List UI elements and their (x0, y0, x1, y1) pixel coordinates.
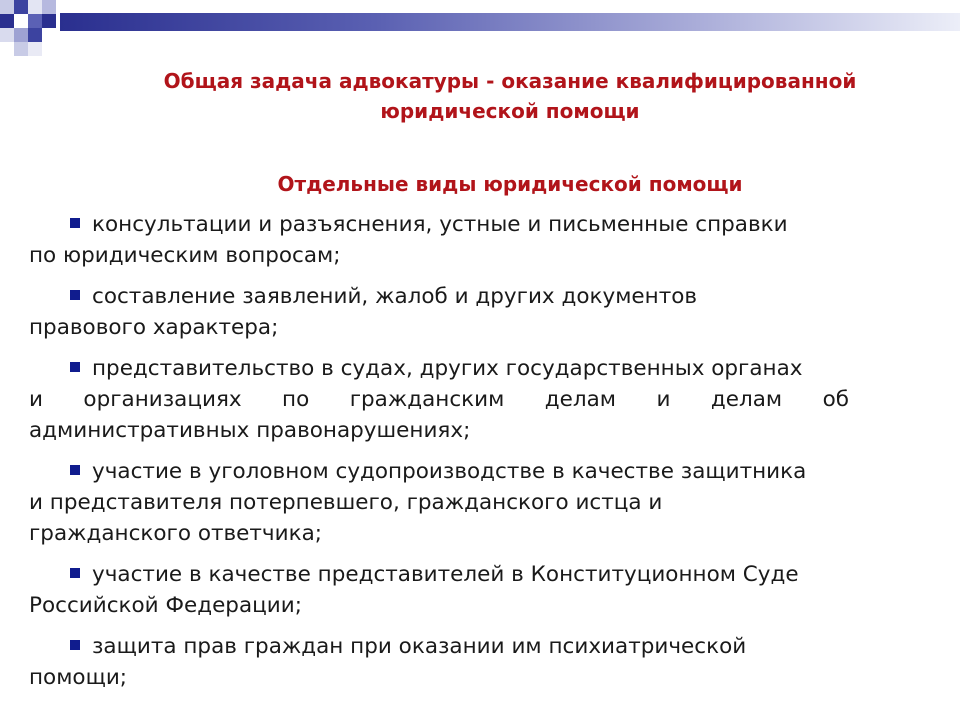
square-bullet-icon (70, 290, 80, 300)
list-item (0, 209, 960, 271)
gradient-bar (60, 13, 960, 31)
item-line: консультации и разъяснения, устные и письменные справки (92, 212, 788, 237)
item-line: защита прав граждан при оказании им психиатрической (92, 634, 747, 659)
list-item (0, 559, 960, 621)
item-line: гражданского ответчика; (29, 521, 323, 546)
decor-square (28, 14, 42, 28)
decor-square (14, 14, 28, 28)
decor-square (28, 42, 42, 56)
title-line: Общая задача адвокатуры - оказание квалифицированной (163, 69, 857, 93)
item-line: представительство в судах, других государственных органах (92, 356, 803, 381)
slide-subtitle: Отдельные виды юридической помощи (277, 172, 743, 196)
list-item (0, 353, 960, 446)
list-item (0, 456, 960, 549)
item-line: помощи; (29, 665, 128, 690)
item-line: по юридическим вопросам; (29, 243, 341, 268)
square-bullet-icon (70, 465, 80, 475)
header-decoration (0, 0, 960, 64)
decor-square (42, 0, 56, 14)
decor-square (0, 28, 14, 42)
decor-square (14, 42, 28, 56)
decor-square (14, 28, 28, 42)
title-line: юридической помощи (380, 99, 640, 123)
square-bullet-icon (70, 640, 80, 650)
square-bullet-icon (70, 362, 80, 372)
list-item (0, 281, 960, 343)
item-line: правового характера; (29, 315, 279, 340)
decor-square (14, 0, 28, 14)
item-line: и представителя потерпевшего, гражданского истца и (29, 490, 663, 515)
decor-square (28, 0, 42, 14)
list-item (0, 631, 960, 693)
square-bullet-icon (70, 218, 80, 228)
decor-square (0, 14, 14, 28)
square-bullet-icon (70, 568, 80, 578)
slide-title (60, 66, 960, 126)
item-line: и организациях по гражданским делам и делам об (29, 387, 849, 412)
item-line: участие в уголовном судопроизводстве в качестве защитника (92, 459, 807, 484)
decor-square (28, 28, 42, 42)
decor-square (0, 0, 14, 14)
item-line: составление заявлений, жалоб и других документов (92, 284, 698, 309)
item-line: участие в качестве представителей в Конституционном Суде (92, 562, 799, 587)
decor-square (42, 14, 56, 28)
item-line: Российской Федерации; (29, 593, 302, 618)
help-types-list (0, 209, 960, 703)
item-line: административных правонарушениях; (29, 418, 471, 443)
